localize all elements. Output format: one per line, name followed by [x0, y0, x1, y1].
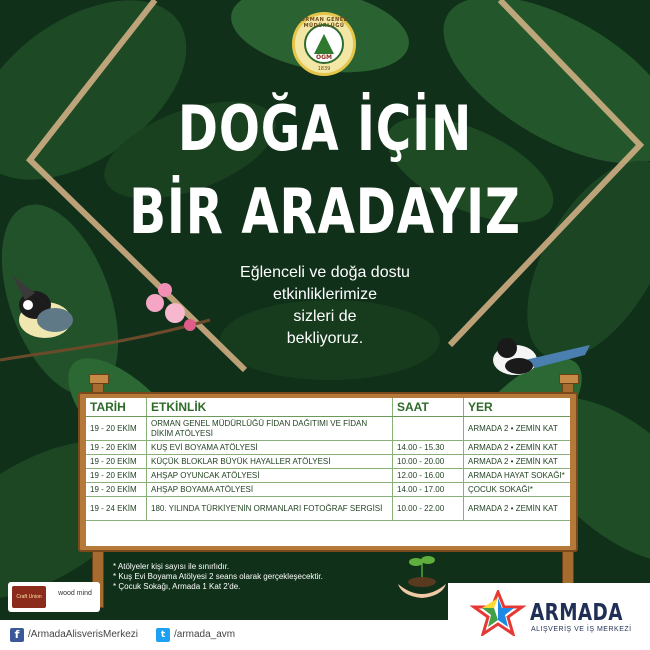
twitter-icon[interactable]: t [156, 628, 170, 642]
row-time: 14.00 - 15.30 [393, 441, 464, 455]
twitter-handle[interactable]: /armada_avm [174, 629, 236, 640]
row-event: ORMAN GENEL MÜDÜRLÜĞÜ FİDAN DAĞITIMI VE FİDAN DİKİM ATÖLYESİ [147, 417, 393, 441]
logo-year: 1839 [317, 66, 331, 72]
row-place: ARMADA 2 • ZEMİN KAT [464, 417, 571, 441]
row-time: 10.00 - 20.00 [393, 455, 464, 469]
header-date: TARİH [86, 398, 147, 417]
footnotes [113, 562, 413, 592]
subtitle-line-3: sizleri de [293, 308, 357, 325]
headline-line-1: DOĞA İÇİN [177, 92, 473, 165]
event-schedule-table [86, 398, 570, 521]
table-row [86, 441, 570, 455]
table-row [86, 455, 570, 469]
row-date: 19 - 24 EKİM [86, 497, 147, 521]
row-time [393, 417, 464, 441]
table-row [86, 469, 570, 483]
subtitle-line-2: etkinliklerimize [272, 286, 378, 303]
ogm-logo [292, 12, 356, 76]
table-header-row [86, 398, 570, 417]
hands-sprout-illustration [392, 552, 452, 602]
footnote-3: * Çocuk Sokağı, Armada 1 Kat 2'de. [113, 582, 241, 591]
subtitle [200, 262, 450, 350]
armada-tagline: ALIŞVERİŞ VE İŞ MERKEZİ [531, 626, 632, 633]
row-time: 10.00 - 22.00 [393, 497, 464, 521]
table-row [86, 417, 570, 441]
row-event: KÜÇÜK BLOKLAR BÜYÜK HAYALLER ATÖLYESİ [147, 455, 393, 469]
row-date: 19 - 20 EKİM [86, 417, 147, 441]
row-place: ARMADA 2 • ZEMİN KAT [464, 455, 571, 469]
row-event: AHŞAP OYUNCAK ATÖLYESİ [147, 469, 393, 483]
post-cap-right [559, 374, 579, 384]
subtitle-line-1: Eğlenceli ve doğa dostu [240, 264, 410, 281]
footnote-1: * Atölyeler kişi sayısı ile sınırlıdır. [113, 562, 230, 571]
row-place: ÇOCUK SOKAĞI* [464, 483, 571, 497]
headline-line-2: BİR ARADAYIZ [129, 175, 521, 248]
post-cap-left [89, 374, 109, 384]
logo-abbr: OGM [316, 54, 332, 61]
table-row [86, 483, 570, 497]
row-date: 19 - 20 EKİM [86, 455, 147, 469]
armada-star-icon [470, 590, 526, 636]
header-event: ETKİNLİK [147, 398, 393, 417]
row-event: KUŞ EVİ BOYAMA ATÖLYESİ [147, 441, 393, 455]
row-date: 19 - 20 EKİM [86, 441, 147, 455]
bird-branch-illustration [0, 265, 220, 375]
row-event: 180. YILINDA TÜRKİYE'NİN ORMANLARI FOTOĞRAF SERGİSİ [147, 497, 393, 521]
header-place: YER [464, 398, 571, 417]
logo-ring-text: ORMAN GENEL MÜDÜRLÜĞÜ [300, 17, 348, 29]
row-place: ARMADA HAYAT SOKAĞI* [464, 469, 571, 483]
subtitle-line-4: bekliyoruz. [286, 330, 364, 347]
row-time: 14.00 - 17.00 [393, 483, 464, 497]
facebook-handle[interactable]: /ArmadaAlisverisMerkezi [28, 629, 139, 640]
row-date: 19 - 20 EKİM [86, 469, 147, 483]
row-place: ARMADA 2 • ZEMİN KAT [464, 441, 571, 455]
header-time: SAAT [393, 398, 464, 417]
craft-union-logo: Craft Union [12, 586, 46, 608]
footnote-2: * Kuş Evi Boyama Atölyesi 2 seans olarak gerçekleşecektir. [113, 572, 323, 581]
table-row [86, 497, 570, 521]
row-time: 12.00 - 16.00 [393, 469, 464, 483]
row-place: ARMADA 2 • ZEMİN KAT [464, 497, 571, 521]
row-event: AHŞAP BOYAMA ATÖLYESİ [147, 483, 393, 497]
row-date: 19 - 20 EKİM [86, 483, 147, 497]
armada-wordmark: ARMADA [530, 600, 623, 626]
wood-mind-logo: wood mind [58, 590, 92, 597]
facebook-icon[interactable]: f [10, 628, 24, 642]
